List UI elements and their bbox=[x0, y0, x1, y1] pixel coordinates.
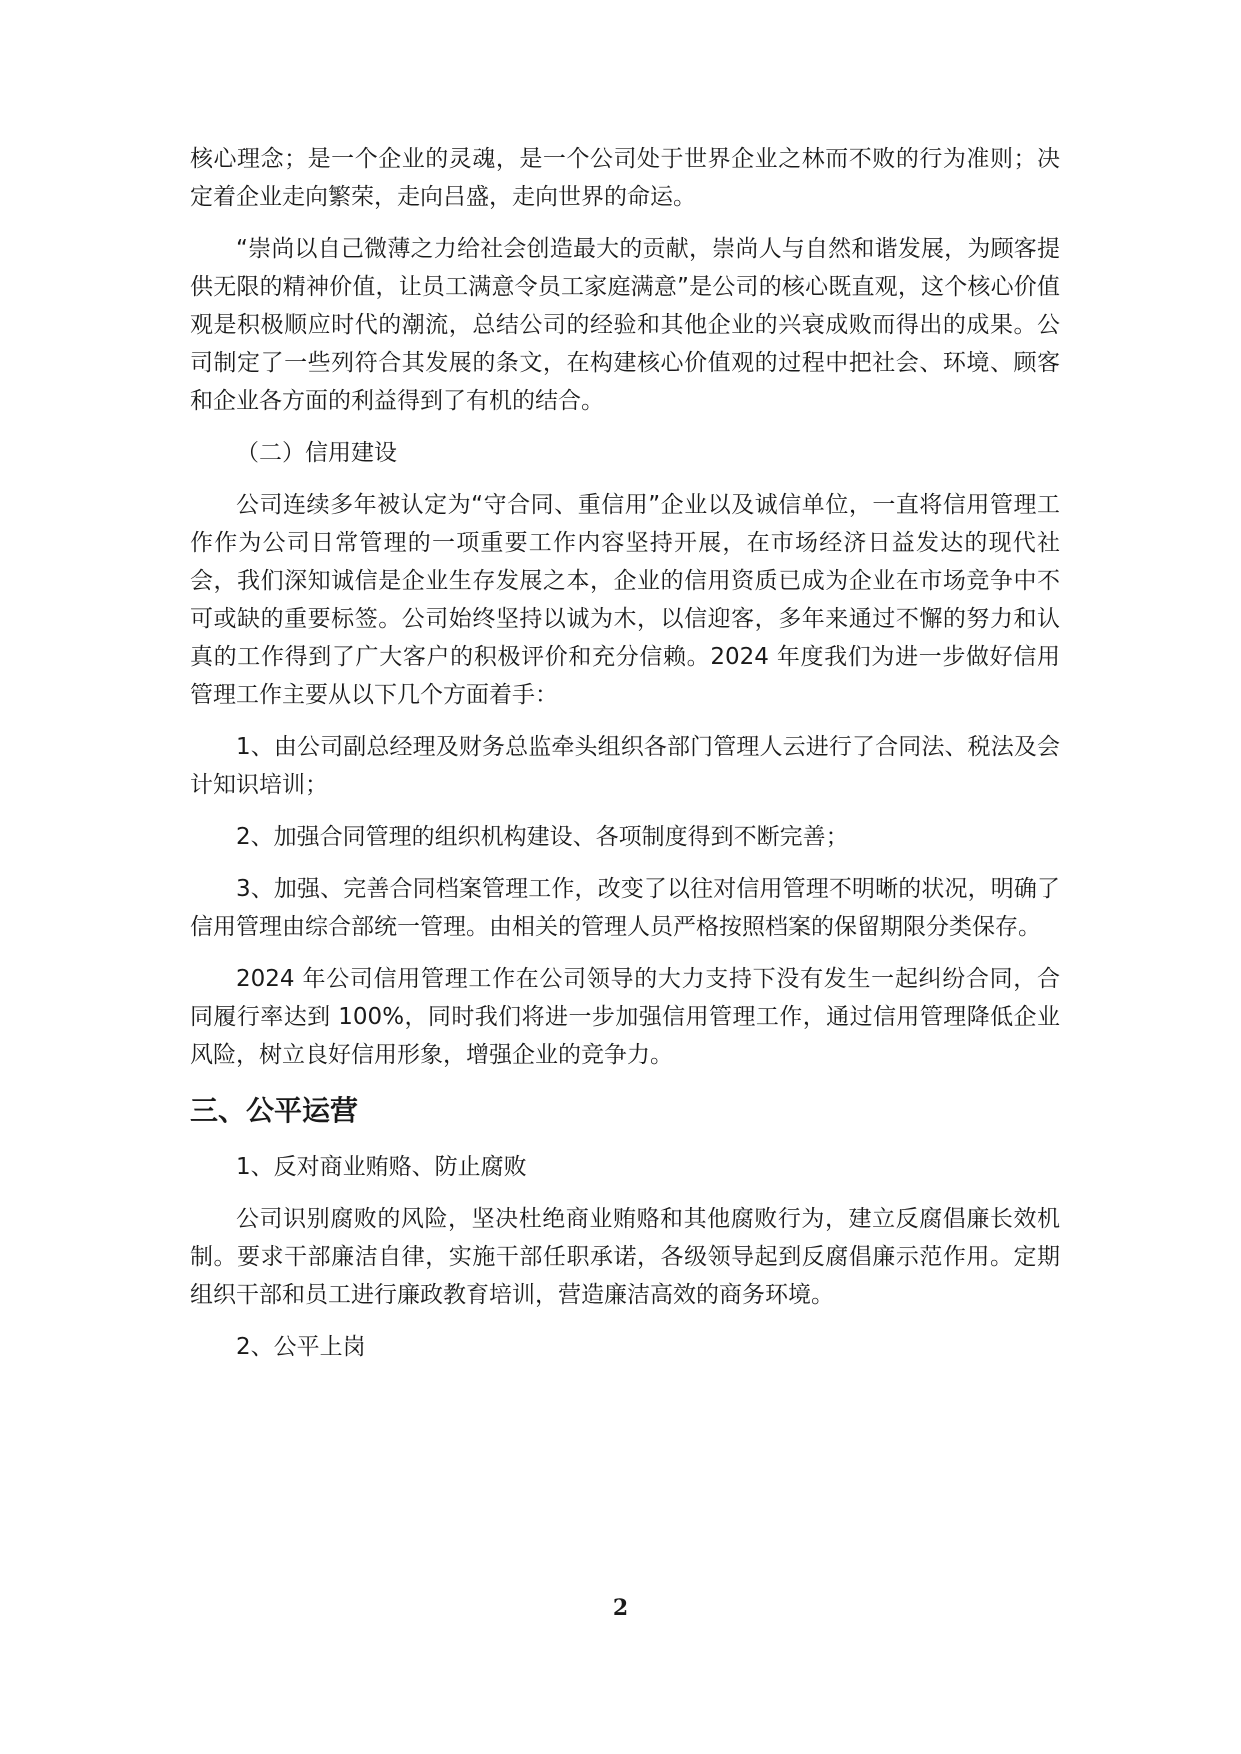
page-body bbox=[190, 140, 1060, 1373]
paragraph-core-concept: 核心理念；是一个企业的灵魂，是一个公司处于世界企业之林而不败的行为准则；决定着企业走向繁荣，走向吕盛，走向世界的命运。 bbox=[190, 146, 1060, 210]
subheading-anti-bribery: 1、反对商业贿赂、防止腐败 bbox=[236, 1154, 527, 1180]
paragraph-core-values: “崇尚以自己微薄之力给社会创造最大的贡献，崇尚人与自然和谐发展，为顾客提供无限的精神价值，让员工满意令员工家庭满意”是公司的核心既直观，这个核心价值观是积极顺应时代的潮流，总结公司的经验和其他企业的兴衰成败而得出的成果。公司制定了一些列符合其发展的条文，在构建核心价值观的过程中把社会、环境、顾客和企业各方面的利益得到了有机的结合。 bbox=[190, 236, 1060, 414]
list-item-2: 2、加强合同管理的组织机构建设、各项制度得到不断完善； bbox=[236, 824, 849, 850]
page-number: 2 bbox=[612, 1595, 629, 1621]
section-heading-fair-operation: 三、公平运营 bbox=[190, 1094, 359, 1127]
subheading-fair-employment: 2、公平上岗 bbox=[236, 1334, 366, 1360]
paragraph-credit-intro: 公司连续多年被认定为“守合同、重信用”企业以及诚信单位，一直将信用管理工作作为公司日常管理的一项重要工作内容坚持开展，在市场经济日益发达的现代社会，我们深知诚信是企业生存发展之本，企业的信用资质已成为企业在市场竞争中不可或缺的重要标签。公司始终坚持以诚为木，以信迎客，多年来通过不懈的努力和认真的工作得到了广大客户的积极评价和充分信赖。2024 年度我们为进一步做好信用管理工作主要从以下几个方面着手： bbox=[190, 492, 1060, 708]
list-item-3: 3、加强、完善合同档案管理工作，改变了以往对信用管理不明晰的状况，明确了信用管理由综合部统一管理。由相关的管理人员严格按照档案的保留期限分类保存。 bbox=[190, 876, 1060, 940]
list-item-1: 1、由公司副总经理及财务总监牵头组织各部门管理人云进行了合同法、税法及会计知识培训； bbox=[190, 734, 1060, 798]
subheading-credit-building: （二）信用建设 bbox=[236, 440, 397, 466]
paragraph-credit-result: 2024 年公司信用管理工作在公司领导的大力支持下没有发生一起纠纷合同，合同履行率达到 100%，同时我们将进一步加强信用管理工作，通过信用管理降低企业风险，树立良好信用形象，增强企业的竞争力。 bbox=[190, 966, 1060, 1068]
paragraph-anti-corruption: 公司识别腐败的风险，坚决杜绝商业贿赂和其他腐败行为，建立反腐倡廉长效机制。要求干部廉洁自律，实施干部任职承诺，各级领导起到反腐倡廉示范作用。定期组织干部和员工进行廉政教育培训，营造廉洁高效的商务环境。 bbox=[190, 1206, 1060, 1308]
